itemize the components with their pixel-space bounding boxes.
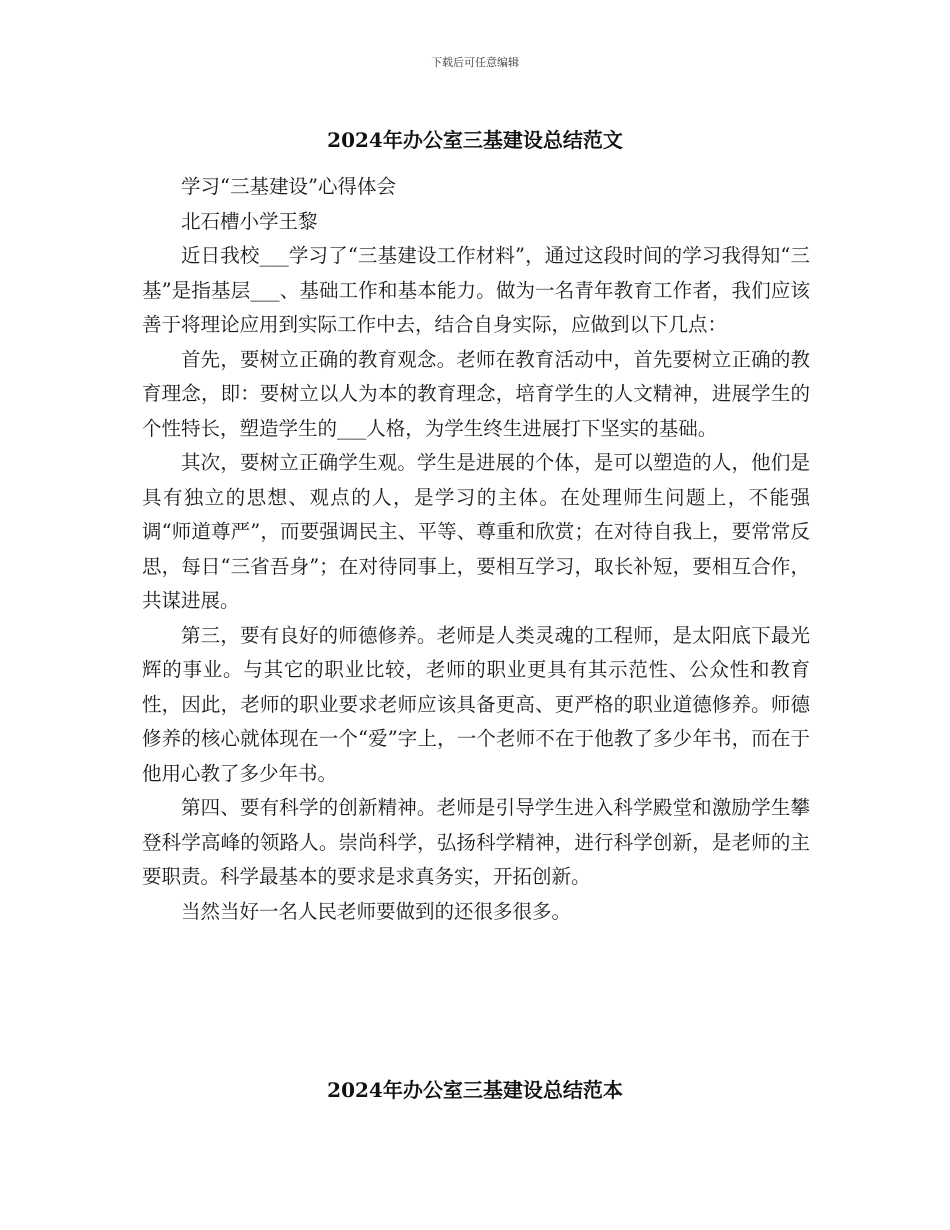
paragraph-closing: 当然当好一名人民老师要做到的还很多很多。 xyxy=(181,899,572,923)
document-body xyxy=(142,170,810,929)
next-section-title: 2024年办公室三基建设总结范本 xyxy=(327,1078,623,1102)
document-title: 2024年办公室三基建设总结范文 xyxy=(327,128,623,152)
paragraph-third: 第三，要有良好的师德修养。老师是人类灵魂的工程师，是太阳底下最光辉的事业。与其它的职业比较，老师的职业更具有其示范性、公众性和教育性，因此，老师的职业要求老师应该具备更高、更严格的职业道德修养。师德修养的核心就体现在一个“爱”字上，一个老师不在于他教了多少年书，而在于他用心教了多少年书。 xyxy=(142,623,810,785)
header-note: 下载后可任意编辑 xyxy=(431,56,519,69)
paragraph-author: 北石槽小学王黎 xyxy=(181,209,318,233)
paragraph-intro: 近日我校___学习了“三基建设工作材料”，通过这段时间的学习我得知“三基”是指基层___、基础工作和基本能力。做为一名青年教育工作者，我们应该善于将理论应用到实际工作中去，结合自身实际，应做到以下几点： xyxy=(142,244,810,336)
paragraph-subtitle: 学习“三基建设”心得体会 xyxy=(181,175,396,198)
paragraph-fourth: 第四、要有科学的创新精神。老师是引导学生进入科学殿堂和激励学生攀登科学高峰的领路人。崇尚科学，弘扬科学精神，进行科学创新，是老师的主要职责。科学最基本的要求是求真务实，开拓创新。 xyxy=(142,796,810,888)
paragraph-second: 其次，要树立正确学生观。学生是进展的个体，是可以塑造的人，他们是具有独立的思想、观点的人，是学习的主体。在处理师生问题上，不能强调“师道尊严”，而要强调民主、平等、尊重和欣赏；在对待自我上，要常常反思，每日“三省吾身”；在对待同事上，要相互学习，取长补短，要相互合作，共谋进展。 xyxy=(142,451,810,612)
paragraph-first: 首先，要树立正确的教育观念。老师在教育活动中，首先要树立正确的教育理念，即：要树立以人为本的教育理念，培育学生的人文精神，进展学生的个性特长，塑造学生的___人格，为学生终生进展打下坚实的基础。 xyxy=(142,347,810,440)
